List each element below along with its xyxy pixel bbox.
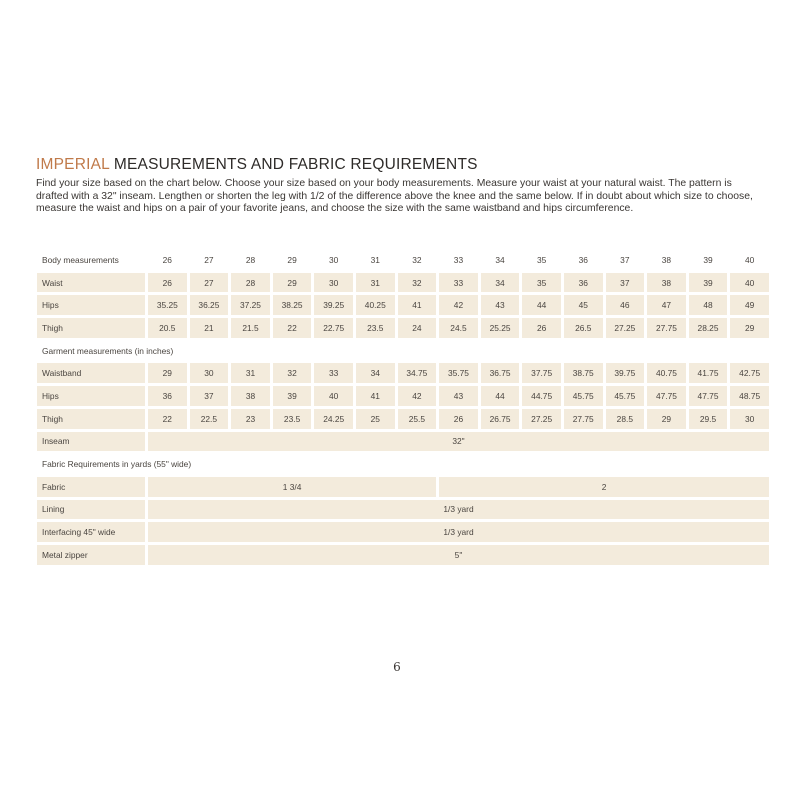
cell: 29 — [148, 363, 187, 383]
cell: 23.5 — [273, 409, 312, 429]
size-header: 31 — [370, 254, 380, 265]
cell: 36 — [148, 386, 187, 406]
cell: 26 — [522, 318, 561, 338]
cell: 26.75 — [481, 409, 520, 429]
cell: 32 — [398, 273, 437, 293]
cell: 27.75 — [564, 409, 603, 429]
cell: 21.5 — [231, 318, 270, 338]
cell: 25 — [356, 409, 395, 429]
size-header: 32 — [412, 254, 422, 265]
size-header: 27 — [204, 254, 214, 265]
garment-thigh-row — [37, 409, 769, 429]
cell: 49 — [730, 295, 769, 315]
row-label: Metal zipper — [37, 545, 145, 565]
cell: 24.25 — [314, 409, 353, 429]
cell: 29 — [273, 273, 312, 293]
body-header-label: Body measurements — [42, 254, 119, 265]
cell: 37.75 — [522, 363, 561, 383]
zipper-value: 5" — [148, 545, 769, 565]
cell: 38.25 — [273, 295, 312, 315]
cell: 42.75 — [730, 363, 769, 383]
size-header: 33 — [453, 254, 464, 265]
cell: 28.25 — [689, 318, 728, 338]
size-header: 38 — [661, 254, 672, 265]
lining-value: 1/3 yard — [148, 500, 769, 520]
title-rest: MEASUREMENTS AND FABRIC REQUIREMENTS — [113, 156, 478, 173]
cell: 35.75 — [439, 363, 478, 383]
row-label: Waistband — [37, 363, 145, 383]
cell: 41 — [398, 295, 437, 315]
cell: 45.75 — [564, 386, 603, 406]
cell: 26.5 — [564, 318, 603, 338]
row-label: Thigh — [37, 409, 145, 429]
cell: 23.5 — [356, 318, 395, 338]
size-header: 34 — [495, 254, 505, 265]
cell: 29 — [647, 409, 686, 429]
fabric-section-row — [37, 454, 769, 474]
cell: 27.25 — [522, 409, 561, 429]
size-header: 30 — [329, 254, 339, 265]
cell: 33 — [314, 363, 353, 383]
row-label: Hips — [37, 295, 145, 315]
size-header: 28 — [245, 254, 256, 265]
zipper-row — [37, 545, 769, 565]
cell: 34 — [481, 273, 520, 293]
cell: 39.75 — [606, 363, 645, 383]
cell: 30 — [730, 409, 769, 429]
garment-section-row — [37, 341, 769, 361]
page-number: 6 — [393, 660, 401, 674]
size-header: 36 — [578, 254, 588, 265]
cell: 43 — [439, 386, 478, 406]
cell: 37 — [606, 273, 645, 293]
cell: 34 — [356, 363, 395, 383]
garment-section-label: Garment measurements (in inches) — [42, 345, 174, 356]
cell: 23 — [231, 409, 270, 429]
fabric-row — [37, 477, 769, 497]
cell: 37.25 — [231, 295, 270, 315]
row-label: Fabric — [37, 477, 145, 497]
cell: 25.25 — [481, 318, 520, 338]
garment-inseam-row — [37, 432, 769, 452]
cell: 45.75 — [606, 386, 645, 406]
cell: 31 — [231, 363, 270, 383]
cell: 48 — [689, 295, 728, 315]
row-label: Lining — [37, 500, 145, 520]
size-header: 37 — [620, 254, 630, 265]
cell: 21 — [190, 318, 229, 338]
cell: 35 — [522, 273, 561, 293]
cell: 40.25 — [356, 295, 395, 315]
cell: 36 — [564, 273, 603, 293]
cell: 32 — [273, 363, 312, 383]
row-label: Waist — [37, 273, 145, 293]
cell: 27.25 — [606, 318, 645, 338]
size-header: 35 — [536, 254, 547, 265]
cell: 20.5 — [148, 318, 187, 338]
cell: 26 — [439, 409, 478, 429]
size-header: 29 — [287, 254, 297, 265]
body-header-row — [37, 250, 769, 270]
cell: 34.75 — [398, 363, 437, 383]
row-label: Hips — [37, 386, 145, 406]
cell: 29.5 — [689, 409, 728, 429]
row-label: Interfacing 45" wide — [37, 522, 145, 542]
cell: 44 — [522, 295, 561, 315]
cell: 44 — [481, 386, 520, 406]
lining-row — [37, 500, 769, 520]
intro-paragraph: Find your size based on the chart below. Choose your size based on your body measurements. Measure your waist at your natural waist. The pattern is drafted with a 32" inseam. Lengthen or shorten the leg with 1/2 of the difference above the knee and the same below. If in doubt about which size to choose, measure the waist and hips on a pair of your favorite jeans, and choose the size with the same waistband and hips circumference. — [36, 178, 753, 215]
cell: 29 — [730, 318, 769, 338]
cell: 47.75 — [689, 386, 728, 406]
cell: 47 — [647, 295, 686, 315]
cell: 25.5 — [398, 409, 437, 429]
cell: 39.25 — [314, 295, 353, 315]
cell: 44.75 — [522, 386, 561, 406]
cell: 22.5 — [190, 409, 229, 429]
cell: 38 — [647, 273, 686, 293]
cell: 36.25 — [190, 295, 229, 315]
cell: 41 — [356, 386, 395, 406]
body-waist-row — [37, 273, 769, 293]
body-thigh-row — [37, 318, 769, 338]
page-title — [36, 156, 478, 174]
cell: 40 — [730, 273, 769, 293]
cell: 41.75 — [689, 363, 728, 383]
cell: 28 — [231, 273, 270, 293]
cell: 28.5 — [606, 409, 645, 429]
cell: 30 — [190, 363, 229, 383]
cell: 39 — [273, 386, 312, 406]
row-label: Inseam — [37, 432, 145, 452]
cell: 42 — [439, 295, 478, 315]
cell: 38.75 — [564, 363, 603, 383]
cell: 39 — [689, 273, 728, 293]
cell: 22.75 — [314, 318, 353, 338]
cell: 24.5 — [439, 318, 478, 338]
cell: 45 — [564, 295, 603, 315]
fabric-small-sizes-value: 1 3/4 — [148, 477, 436, 497]
interfacing-value: 1/3 yard — [148, 522, 769, 542]
cell: 30 — [314, 273, 353, 293]
cell: 38 — [231, 386, 270, 406]
size-chart-table — [34, 247, 772, 568]
fabric-large-sizes-value: 2 — [439, 477, 769, 497]
garment-hips-row — [37, 386, 769, 406]
interfacing-row — [37, 522, 769, 542]
row-label: Thigh — [37, 318, 145, 338]
cell: 24 — [398, 318, 437, 338]
cell: 47.75 — [647, 386, 686, 406]
size-header: 39 — [703, 254, 713, 265]
size-header: 26 — [162, 254, 172, 265]
cell: 27.75 — [647, 318, 686, 338]
cell: 27 — [190, 273, 229, 293]
cell: 35.25 — [148, 295, 187, 315]
cell: 26 — [148, 273, 187, 293]
cell: 22 — [273, 318, 312, 338]
cell: 36.75 — [481, 363, 520, 383]
cell: 42 — [398, 386, 437, 406]
cell: 33 — [439, 273, 478, 293]
cell: 48.75 — [730, 386, 769, 406]
body-hips-row — [37, 295, 769, 315]
cell: 37 — [190, 386, 229, 406]
size-header: 40 — [744, 254, 755, 265]
title-accent: IMPERIAL — [36, 156, 110, 173]
cell: 43 — [481, 295, 520, 315]
cell: 46 — [606, 295, 645, 315]
cell: 40 — [314, 386, 353, 406]
fabric-section-label: Fabric Requirements in yards (55" wide) — [42, 459, 192, 470]
cell: 40.75 — [647, 363, 686, 383]
inseam-value: 32" — [148, 432, 769, 452]
cell: 22 — [148, 409, 187, 429]
garment-waistband-row — [37, 363, 769, 383]
cell: 31 — [356, 273, 395, 293]
